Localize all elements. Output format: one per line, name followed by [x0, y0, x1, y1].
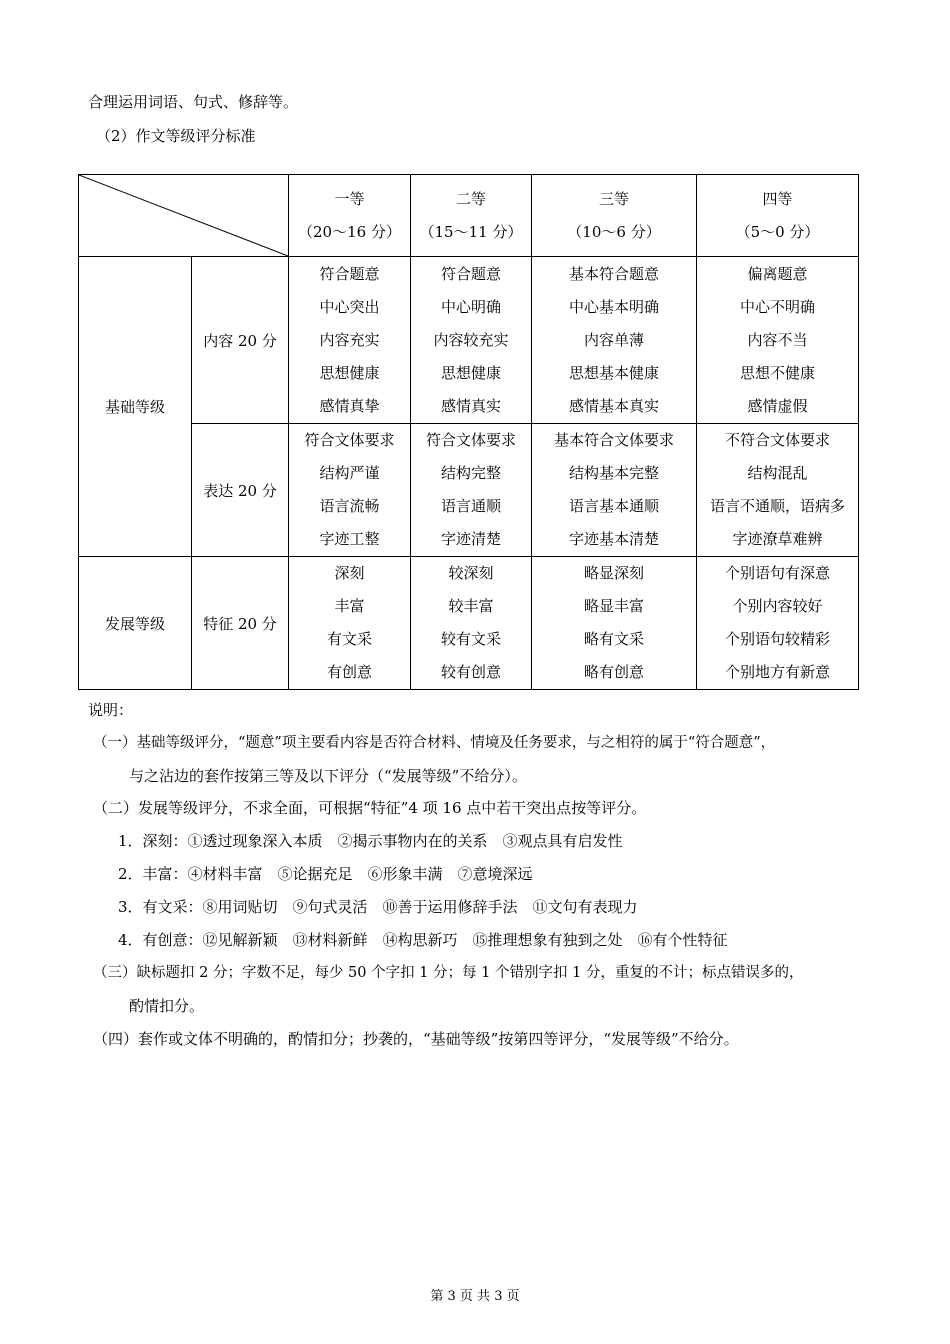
content-label: 内容 20 分 [192, 257, 289, 424]
expression-grade-2: 符合文体要求 结构完整 语言通顺 字迹清楚 [411, 424, 532, 557]
content-grade-4: 偏离题意 中心不明确 内容不当 思想不健康 感情虚假 [697, 257, 859, 424]
header-row [79, 175, 859, 257]
expression-row [79, 424, 859, 557]
note-1-line-2: 与之沾边的套作按第三等及以下评分（“发展等级”不给分）。 [129, 767, 527, 785]
content-grade-2: 符合题意 中心明确 内容较充实 思想健康 感情真实 [411, 257, 532, 424]
feature-grade-2: 较深刻 较丰富 较有文采 较有创意 [411, 557, 532, 690]
header-grade-1: 一等 （20～16 分） [289, 175, 411, 257]
content-grade-1: 符合题意 中心突出 内容充实 思想健康 感情真挚 [289, 257, 411, 424]
note-3-line-1: （三）缺标题扣 2 分；字数不足，每少 50 个字扣 1 分；每 1 个错别字扣 1 分，重复的不计；标点错误多的， [93, 965, 804, 981]
expression-label: 表达 20 分 [192, 424, 289, 557]
note-2-item-1: 1．深刻：①透过现象深入本质 ②揭示事物内在的关系 ③观点具有启发性 [118, 832, 623, 850]
development-level-label: 发展等级 [79, 557, 192, 690]
diagonal-header-cell [79, 175, 289, 257]
note-2-item-4: 4．有创意：⑫见解新颖 ⑬材料新鲜 ⑭构思新巧 ⑮推理想象有独到之处 ⑯有个性特征 [118, 931, 728, 949]
feature-label: 特征 20 分 [192, 557, 289, 690]
note-1-line-1: （一）基础等级评分，“题意”项主要看内容是否符合材料、情境及任务要求，与之相符的属于“符合题意”， [93, 735, 776, 751]
content-row [79, 257, 859, 424]
page-footer: 第 3 页 共 3 页 [430, 1289, 520, 1304]
expression-grade-4: 不符合文体要求 结构混乱 语言不通顺，语病多 字迹潦草难辨 [697, 424, 859, 557]
content-grade-3: 基本符合题意 中心基本明确 内容单薄 思想基本健康 感情基本真实 [532, 257, 697, 424]
note-2-item-2: 2．丰富：④材料丰富 ⑤论据充足 ⑥形象丰满 ⑦意境深远 [118, 865, 533, 883]
top-text: 合理运用词语、句式、修辞等。 [88, 93, 299, 111]
note-3-line-2: 酌情扣分。 [129, 997, 205, 1015]
note-2-item-3: 3．有文采：⑧用词贴切 ⑨句式灵活 ⑩善于运用修辞手法 ⑪文句有表现力 [118, 898, 638, 916]
feature-grade-3: 略显深刻 略显丰富 略有文采 略有创意 [532, 557, 697, 690]
diagonal-line [79, 175, 288, 256]
note-2: （二）发展等级评分，不求全面，可根据“特征”4 项 16 点中若干突出点按等评分。 [93, 799, 647, 817]
notes-title: 说明： [88, 701, 134, 719]
header-grade-2: 二等 （15～11 分） [411, 175, 532, 257]
feature-grade-4: 个别语句有深意 个别内容较好 个别语句较精彩 个别地方有新意 [697, 557, 859, 690]
section-title: （2）作文等级评分标准 [96, 127, 256, 145]
feature-grade-1: 深刻 丰富 有文采 有创意 [289, 557, 411, 690]
note-4: （四）套作或文体不明确的，酌情扣分；抄袭的，“基础等级”按第四等评分，“发展等级”不给分。 [93, 1030, 739, 1048]
header-grade-4: 四等 （5～0 分） [697, 175, 859, 257]
expression-grade-3: 基本符合文体要求 结构基本完整 语言基本通顺 字迹基本清楚 [532, 424, 697, 557]
grading-table [78, 174, 859, 690]
feature-row [79, 557, 859, 690]
expression-grade-1: 符合文体要求 结构严谨 语言流畅 字迹工整 [289, 424, 411, 557]
header-grade-3: 三等 （10～6 分） [532, 175, 697, 257]
basic-level-label: 基础等级 [79, 257, 192, 557]
